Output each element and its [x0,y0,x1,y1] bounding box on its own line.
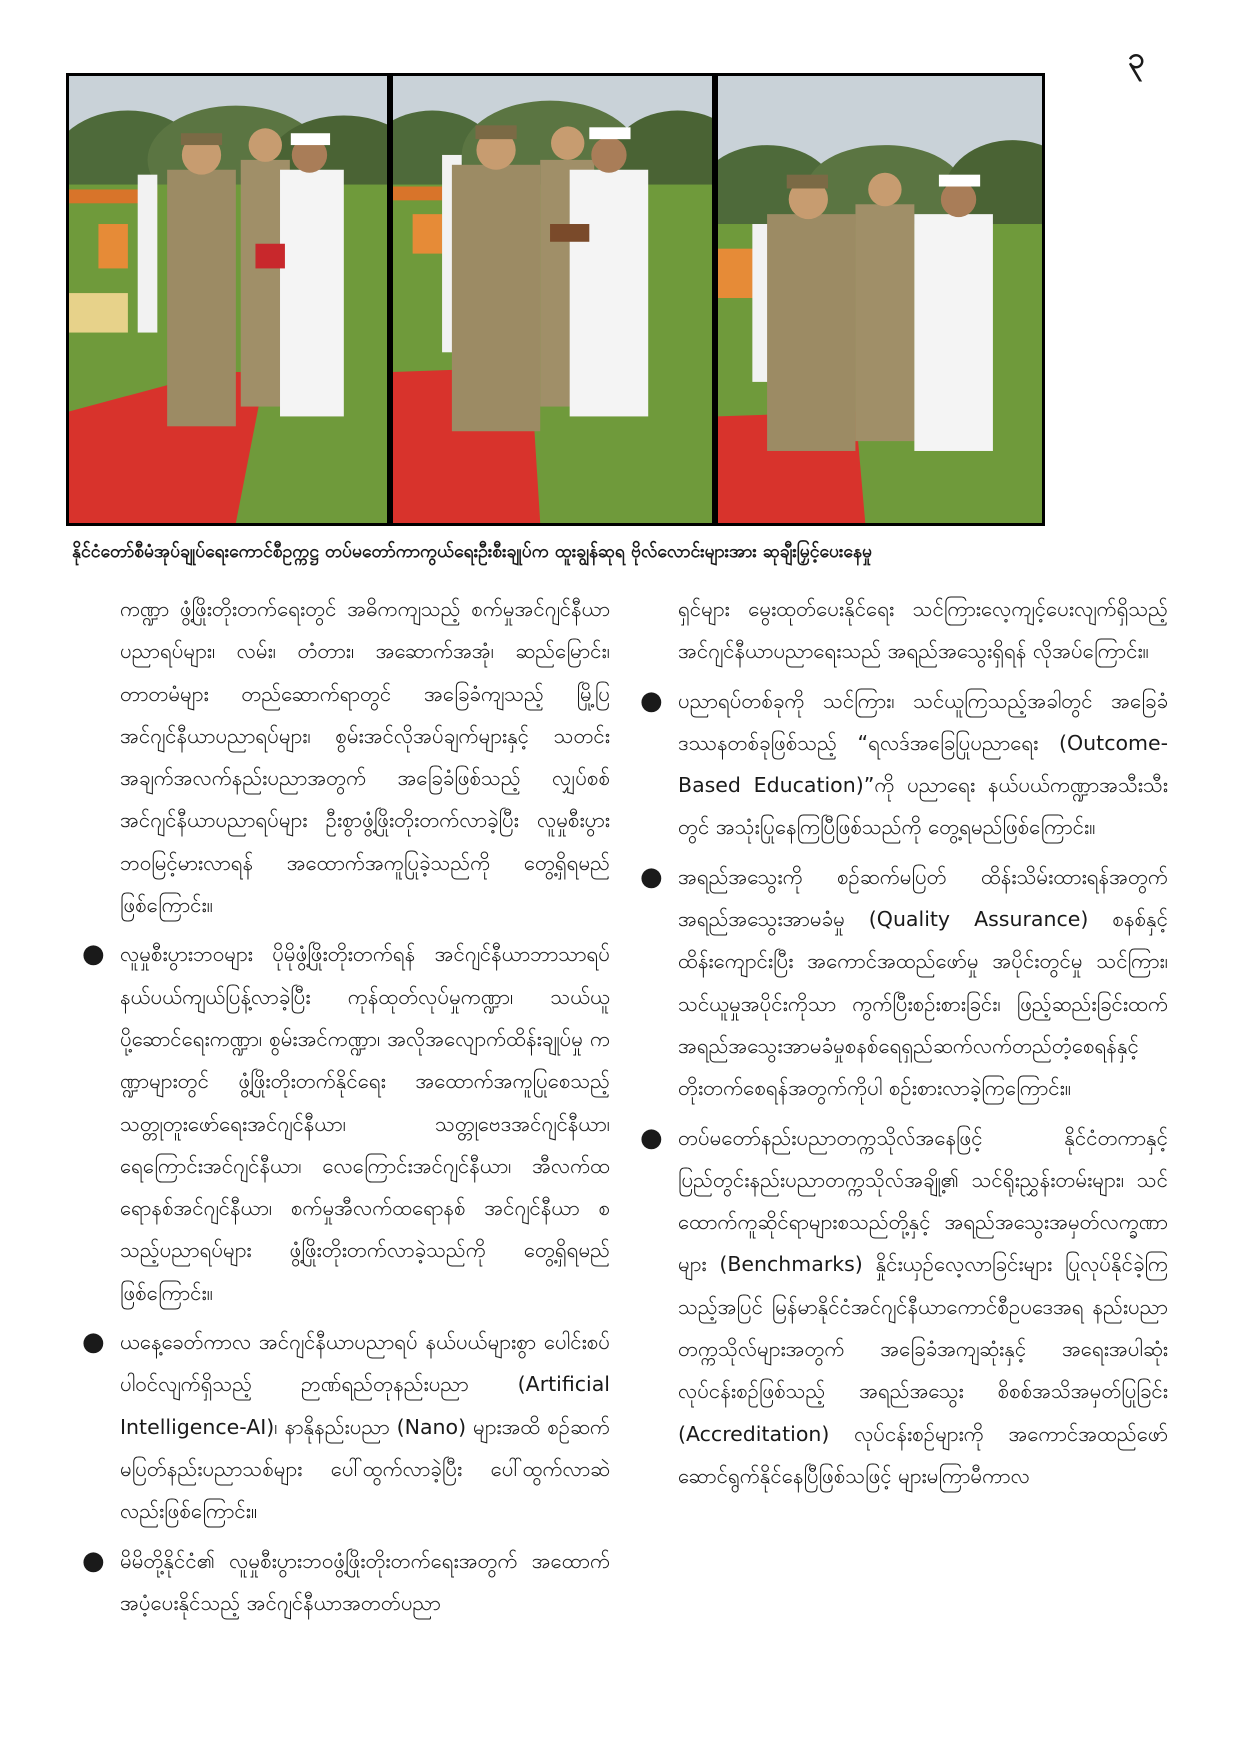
right-paragraph-1: ရှင်များ မွေးထုတ်ပေးနိုင်ရေး သင်ကြားလေ့ကျင့်ပေးလျက်ရှိသည့် အင်ဂျင်နီယာပညာရေးသည် အရည်အသွေးရှိရန် လိုအပ်ကြောင်း။ [678,597,1168,664]
left-paragraph-3-text: ယနေ့ခေတ်ကာလ အင်ဂျင်နီယာပညာရပ် နယ်ပယ်များစွာ ပေါင်းစပ်ပါဝင်လျက်ရှိသည့် ဉာဏ်ရည်တုနည်းပညာ (Artificial Intelligence-AI)၊ နာနိုနည်းပညာ (Nano) များအထိ စဉ်ဆက်မပြတ်နည်းပညာသစ်များ ပေါ်ထွက်လာခဲ့ပြီး ပေါ်ထွက်လာဆဲလည်းဖြစ်ကြောင်း။ [120,1330,610,1524]
bullet-icon: ● [82,1545,105,1576]
bullet-icon: ● [82,1327,105,1358]
bullet-icon: ● [640,861,663,892]
award-photo-3-image [718,76,1042,523]
right-column [638,588,1168,1504]
award-photo-2-image [393,76,712,523]
award-photo-1-image [69,76,387,523]
right-paragraph-2 [638,680,1168,849]
bullet-icon: ● [640,685,663,716]
right-paragraph-3 [638,856,1168,1110]
figure-caption: နိုင်ငံတော်စီမံအုပ်ချုပ်ရေးကောင်စီဥက္ကဋ္ဌ တပ်မတော်ကာကွယ်ရေးဦးစီးချုပ်က ထူးချွန်ဆုရ ဗိုလ်လောင်းများအား ဆုချီးမြှင့်ပေးနေမှု [72,542,872,562]
page-number: ၃ [1128,41,1145,76]
bullet-icon: ● [640,1122,663,1153]
award-photo-1 [66,73,390,526]
left-paragraph-1: ကဏ္ဍာ ဖွံ့ဖြိုးတိုးတက်ရေးတွင် အဓိကကျသည့် စက်မှုအင်ဂျင်နီယာပညာရပ်များ၊ လမ်း၊ တံတား၊ အဆောက်အအုံ၊ ဆည်မြောင်း၊ တာတမံများ တည်ဆောက်ရာတွင် အခြေခံကျသည့် မြို့ပြအင်ဂျင်နီယာပညာရပ်များ၊ စွမ်းအင်လိုအပ်ချက်များနှင့် သတင်းအချက်အလက်နည်းပညာအတွက် အခြေခံဖြစ်သည့် လျှပ်စစ်အင်ဂျင်နီယာပညာရပ်များ ဦးစွာဖွံ့ဖြိုးတိုးတက်လာခဲ့ပြီး လူမှုစီးပွားဘဝမြင့်မားလာရန် အထောက်အကူပြုခဲ့သည်ကို တွေ့ရှိရမည်ဖြစ်ကြောင်း။ [120,597,610,918]
right-paragraph-2-text: ပညာရပ်တစ်ခုကို သင်ကြား၊ သင်ယူကြသည့်အခါတွင် အခြေခံဒဿနတစ်ခုဖြစ်သည့် “ရလဒ်အခြေပြုပညာရေး (Outcome-Based Education)”ကို ပညာရေး နယ်ပယ်ကဏ္ဍာအသီးသီးတွင် အသုံးပြုနေကြပြီဖြစ်သည်ကို တွေ့ရမည်ဖြစ်ကြောင်း။ [678,688,1168,840]
left-paragraph-3 [80,1321,610,1532]
left-paragraph-4 [80,1540,610,1625]
award-photo-2 [390,73,715,526]
right-paragraph-4-text: တပ်မတော်နည်းပညာတက္ကသိုလ်အနေဖြင့် နိုင်ငံတကာနှင့် ပြည်တွင်းနည်းပညာတက္ကသိုလ်အချို့၏ သင်ရိုးညွှန်းတမ်းများ၊ သင်ထောက်ကူဆိုင်ရာများစသည်တို့နှင့် အရည်အသွေးအမှတ်လက္ခဏာများ (Benchmarks) နှိုင်းယှဉ်လေ့လာခြင်းများ ပြုလုပ်နိုင်ခဲ့ကြသည့်အပြင် မြန်မာနိုင်ငံအင်ဂျင်နီယာကောင်စီဥပဒေအရ နည်းပညာတက္ကသိုလ်များအတွက် အခြေခံအကျဆုံးနှင့် အရေးအပါဆုံးလုပ်ငန်းစဉ်ဖြစ်သည့် အရည်အသွေး စိစစ်အသိအမှတ်ပြုခြင်း (Accreditation) လုပ်ငန်းစဉ်များကို အကောင်အထည်ဖော် ဆောင်ရွက်နိုင်နေပြီဖြစ်သဖြင့် များမကြာမီကာလ [678,1125,1168,1488]
award-photo-3 [715,73,1045,526]
left-column [80,588,610,1631]
bullet-icon: ● [82,939,105,970]
right-paragraph-4 [638,1117,1168,1498]
left-paragraph-2 [80,933,610,1314]
left-paragraph-2-text: လူမှုစီးပွားဘဝများ ပိုမိုဖွံ့ဖြိုးတိုးတက်ရန် အင်ဂျင်နီယာဘာသာရပ် နယ်ပယ်ကျယ်ပြန့်လာခဲ့ပြီး ကုန်ထုတ်လုပ်မှုကဏ္ဍာ၊ သယ်ယူပို့ဆောင်ရေးကဏ္ဍာ၊ စွမ်းအင်ကဏ္ဍာ၊ အလိုအလျောက်ထိန်းချုပ်မှု ကဏ္ဍာများတွင် ဖွံ့ဖြိုးတိုးတက်နိုင်ရေး အထောက်အကူပြုစေသည့် သတ္တုတူးဖော်ရေးအင်ဂျင်နီယာ၊ သတ္တုဗေဒအင်ဂျင်နီယာ၊ ရေကြောင်းအင်ဂျင်နီယာ၊ လေကြောင်းအင်ဂျင်နီယာ၊ အီလက်ထရောနစ်အင်ဂျင်နီယာ၊ စက်မှုအီလက်ထရောနစ် အင်ဂျင်နီယာ စသည့်ပညာရပ်များ ဖွံ့ဖြိုးတိုးတက်လာခဲ့သည်ကို တွေ့ရှိရမည်ဖြစ်ကြောင်း။ [120,942,610,1305]
left-paragraph-4-text: မိမိတို့နိုင်ငံ၏ လူမှုစီးပွားဘဝဖွံ့ဖြိုးတိုးတက်ရေးအတွက် အထောက်အပံ့ပေးနိုင်သည့် အင်ဂျင်နီယာအတတ်ပညာ [120,1548,610,1615]
right-paragraph-3-text: အရည်အသွေးကို စဉ်ဆက်မပြတ် ထိန်းသိမ်းထားရန်အတွက် အရည်အသွေးအာမခံမှု (Quality Assurance) စနစ်နှင့် ထိန်းကျောင်းပြီး အကောင်အထည်ဖော်မှု အပိုင်းတွင်မှု သင်ကြား၊ သင်ယူမှုအပိုင်းကိုသာ ကွက်ပြီးစဉ်းစားခြင်း၊ ဖြည့်ဆည်းခြင်းထက် အရည်အသွေးအာမခံမှုစနစ်ရေရှည်ဆက်လက်တည်တံ့စေရန်နှင့် တိုးတက်စေရန်အတွက်ကိုပါ စဉ်းစားလာခဲ့ကြကြောင်း။ [678,864,1168,1101]
